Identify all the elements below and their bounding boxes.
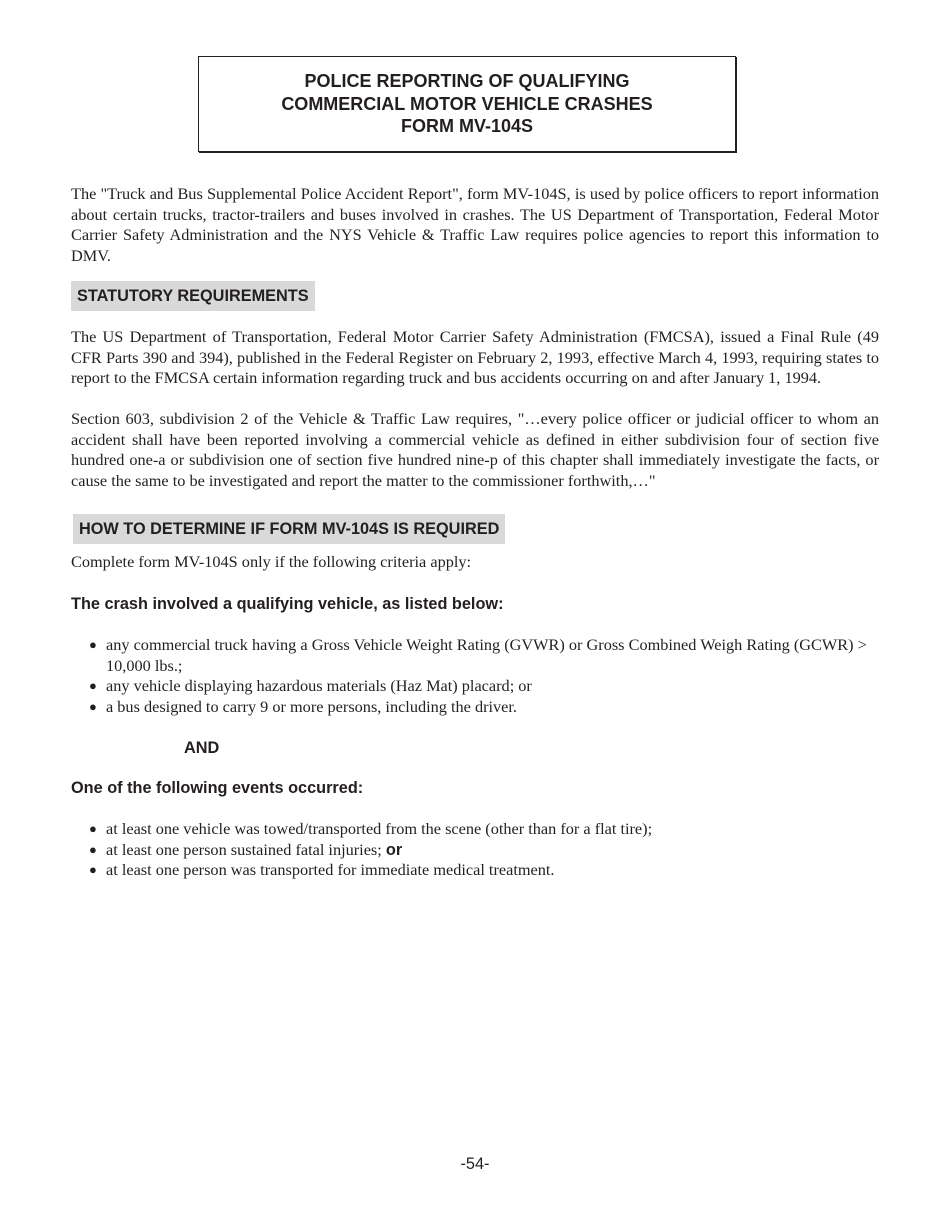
event-heading: One of the following events occurred: bbox=[71, 779, 364, 797]
event-item-2 bbox=[89, 840, 879, 861]
event-item-1 bbox=[89, 819, 879, 840]
title-box bbox=[198, 56, 736, 152]
event-item-text: at least one vehicle was towed/transported from the scene (other than for a flat tire); bbox=[106, 819, 653, 838]
page-number: -54- bbox=[460, 1155, 490, 1173]
event-or-label: or bbox=[385, 840, 403, 859]
vehicle-list bbox=[89, 635, 879, 717]
event-item-text: at least one person was transported for immediate medical treatment. bbox=[106, 860, 555, 879]
event-list bbox=[89, 819, 879, 881]
intro-paragraph: The "Truck and Bus Supplemental Police Accident Report", form MV-104S, is used by police officers to report information about certain trucks, tractor-trailers and buses involved in crashes. The US Department of Transportation, Federal Motor Carrier Safety Administration and the NYS Vehicle & Traffic Law requires police agencies to report this information to DMV. bbox=[71, 184, 879, 265]
statutory-paragraph-1: The US Department of Transportation, Federal Motor Carrier Safety Administration (FMCSA), issued a Final Rule (49 CFR Parts 390 and 394), published in the Federal Register on February 2, 1993, effective March 4, 1993, requiring states to report to the FMCSA certain information regarding truck and bus accidents occurring on and after January 1, 1994. bbox=[71, 327, 879, 387]
vehicle-item-1 bbox=[89, 635, 879, 676]
vehicle-heading: The crash involved a qualifying vehicle, as listed below: bbox=[71, 595, 504, 613]
title-line-3: FORM MV-104S bbox=[400, 116, 534, 137]
vehicle-item-text: any commercial truck having a Gross Vehicle Weight Rating (GVWR) or Gross Combined Weigh Rating (GCWR) > 10,000 lbs.; bbox=[106, 635, 867, 675]
event-item-text: at least one person sustained fatal injuries; bbox=[106, 839, 382, 859]
title-line-1: POLICE REPORTING OF QUALIFYING bbox=[304, 71, 630, 92]
bullet-icon: ● bbox=[89, 841, 97, 857]
bullet-icon: ● bbox=[89, 821, 97, 836]
bullet-icon: ● bbox=[89, 678, 97, 693]
statutory-heading: STATUTORY REQUIREMENTS bbox=[71, 281, 315, 311]
vehicle-item-2 bbox=[89, 676, 879, 697]
title-line-2: COMMERCIAL MOTOR VEHICLE CRASHES bbox=[281, 93, 653, 114]
bullet-icon: ● bbox=[89, 698, 97, 714]
bullet-icon: ● bbox=[89, 637, 97, 652]
vehicle-item-text: a bus designed to carry 9 or more persons, including the driver. bbox=[106, 696, 517, 716]
event-item-3 bbox=[89, 860, 879, 881]
determine-heading: HOW TO DETERMINE IF FORM MV-104S IS REQUIRED bbox=[73, 514, 505, 544]
vehicle-item-text: any vehicle displaying hazardous materials (Haz Mat) placard; or bbox=[106, 676, 532, 695]
vehicle-item-3 bbox=[89, 697, 879, 718]
and-label: AND bbox=[184, 739, 220, 757]
statutory-paragraph-2: Section 603, subdivision 2 of the Vehicle & Traffic Law requires, "…every police officer or judicial officer to whom an accident shall have been reported involving a commercial vehicle as defined in either subdivision four of section five hundred one-a or subdivision one of section five hundred nine-p of this chapter shall immediately investigate the facts, or cause the same to be investigated and report the matter to the commissioner forthwith,…" bbox=[71, 409, 879, 490]
bullet-icon: ● bbox=[89, 862, 97, 877]
determine-intro: Complete form MV-104S only if the following criteria apply: bbox=[71, 552, 472, 571]
